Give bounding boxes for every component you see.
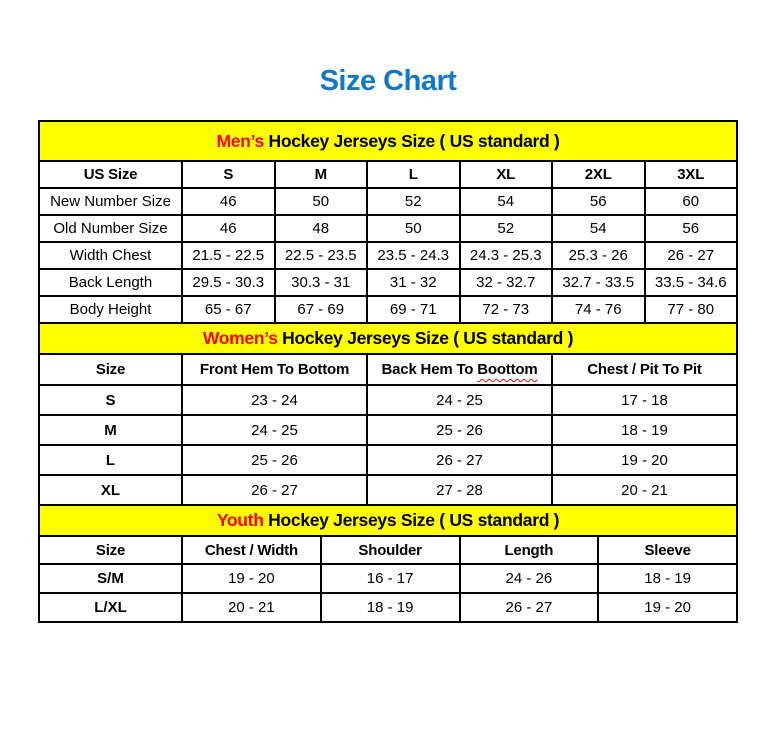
- column-header: Size: [39, 536, 182, 564]
- table-row: [39, 269, 737, 296]
- row-label: Width Chest: [39, 242, 182, 269]
- size-cell: 69 - 71: [367, 296, 460, 323]
- youth-size-table: [38, 504, 738, 623]
- size-cell: 65 - 67: [182, 296, 275, 323]
- size-tables-container: [38, 120, 738, 623]
- size-cell: 46: [182, 188, 275, 215]
- size-cell: 20 - 21: [182, 593, 321, 622]
- column-header: M: [275, 161, 368, 188]
- size-cell: 32 - 32.7: [460, 269, 553, 296]
- mens-section-title: [39, 121, 737, 161]
- size-cell: 50: [275, 188, 368, 215]
- column-header: 2XL: [552, 161, 645, 188]
- size-cell: 54: [460, 188, 553, 215]
- column-header: L: [367, 161, 460, 188]
- size-cell: 22.5 - 23.5: [275, 242, 368, 269]
- column-header: Size: [39, 354, 182, 385]
- row-label: Old Number Size: [39, 215, 182, 242]
- column-header-text: Back Hem To: [381, 361, 474, 378]
- column-header: US Size: [39, 161, 182, 188]
- size-chart-page: [0, 64, 776, 756]
- size-cell: 60: [645, 188, 738, 215]
- row-label: M: [39, 415, 182, 445]
- size-cell: 18 - 19: [598, 564, 737, 593]
- column-header: Shoulder: [321, 536, 460, 564]
- size-cell: 26 - 27: [367, 445, 552, 475]
- size-cell: 74 - 76: [552, 296, 645, 323]
- size-cell: 54: [552, 215, 645, 242]
- size-cell: 52: [367, 188, 460, 215]
- womens-section-title-highlight: Women’s: [202, 328, 278, 348]
- size-cell: 56: [645, 215, 738, 242]
- row-label: S/M: [39, 564, 182, 593]
- womens-section-title-text: Hockey Jerseys Size ( US standard ): [282, 328, 574, 348]
- table-row: [39, 564, 737, 593]
- mens-section-header-row: [39, 121, 737, 161]
- table-row: [39, 242, 737, 269]
- size-cell: 50: [367, 215, 460, 242]
- youth-section-header-row: [39, 505, 737, 536]
- size-cell: 19 - 20: [598, 593, 737, 622]
- size-cell: 26 - 27: [460, 593, 599, 622]
- womens-column-header-row: [39, 354, 737, 385]
- size-cell: 56: [552, 188, 645, 215]
- size-cell: 18 - 19: [321, 593, 460, 622]
- table-row: [39, 385, 737, 415]
- page-title: Size Chart: [319, 65, 457, 97]
- size-cell: 33.5 - 34.6: [645, 269, 738, 296]
- mens-section-title-text: Hockey Jerseys Size ( US standard ): [268, 130, 560, 151]
- size-cell: 27 - 28: [367, 475, 552, 505]
- row-label: L: [39, 445, 182, 475]
- size-cell: 32.7 - 33.5: [552, 269, 645, 296]
- size-cell: 24.3 - 25.3: [460, 242, 553, 269]
- size-cell: 67 - 69: [275, 296, 368, 323]
- size-cell: 26 - 27: [182, 475, 367, 505]
- column-header: 3XL: [645, 161, 738, 188]
- table-row: [39, 415, 737, 445]
- youth-section-title-highlight: Youth: [216, 510, 264, 530]
- row-label: New Number Size: [39, 188, 182, 215]
- column-header: Length: [460, 536, 599, 564]
- size-cell: 48: [275, 215, 368, 242]
- size-cell: 23 - 24: [182, 385, 367, 415]
- size-cell: 17 - 18: [552, 385, 737, 415]
- mens-section-title-highlight: Men’s: [216, 130, 264, 151]
- size-cell: 25 - 26: [367, 415, 552, 445]
- size-cell: 26 - 27: [645, 242, 738, 269]
- size-cell: 77 - 80: [645, 296, 738, 323]
- row-label: S: [39, 385, 182, 415]
- size-cell: 24 - 25: [182, 415, 367, 445]
- size-cell: 25 - 26: [182, 445, 367, 475]
- table-row: [39, 593, 737, 622]
- column-header: [367, 354, 552, 385]
- column-header: Front Hem To Bottom: [182, 354, 367, 385]
- size-cell: 19 - 20: [182, 564, 321, 593]
- table-row: [39, 475, 737, 505]
- row-label: Body Height: [39, 296, 182, 323]
- size-cell: 52: [460, 215, 553, 242]
- size-cell: 16 - 17: [321, 564, 460, 593]
- size-cell: 24 - 25: [367, 385, 552, 415]
- youth-section-title-text: Hockey Jerseys Size ( US standard ): [268, 510, 560, 530]
- size-cell: 19 - 20: [552, 445, 737, 475]
- size-cell: 21.5 - 22.5: [182, 242, 275, 269]
- row-label: Back Length: [39, 269, 182, 296]
- column-header: S: [182, 161, 275, 188]
- womens-section-header-row: [39, 323, 737, 354]
- size-cell: 29.5 - 30.3: [182, 269, 275, 296]
- column-header: Chest / Width: [182, 536, 321, 564]
- size-cell: 18 - 19: [552, 415, 737, 445]
- size-cell: 23.5 - 24.3: [367, 242, 460, 269]
- size-cell: 30.3 - 31: [275, 269, 368, 296]
- table-row: [39, 445, 737, 475]
- column-header: XL: [460, 161, 553, 188]
- mens-column-header-row: [39, 161, 737, 188]
- size-cell: 31 - 32: [367, 269, 460, 296]
- size-cell: 25.3 - 26: [552, 242, 645, 269]
- size-cell: 46: [182, 215, 275, 242]
- womens-section-title: [39, 323, 737, 354]
- mens-size-table: [38, 120, 738, 324]
- row-label: L/XL: [39, 593, 182, 622]
- youth-section-title: [39, 505, 737, 536]
- misspelled-word-with-spellcheck-underline: Boottom: [477, 361, 538, 378]
- column-header: Chest / Pit To Pit: [552, 354, 737, 385]
- size-cell: 20 - 21: [552, 475, 737, 505]
- column-header: Sleeve: [598, 536, 737, 564]
- size-cell: 72 - 73: [460, 296, 553, 323]
- womens-size-table: [38, 322, 738, 506]
- table-row: [39, 296, 737, 323]
- table-row: [39, 188, 737, 215]
- row-label: XL: [39, 475, 182, 505]
- table-row: [39, 215, 737, 242]
- size-cell: 24 - 26: [460, 564, 599, 593]
- youth-column-header-row: [39, 536, 737, 564]
